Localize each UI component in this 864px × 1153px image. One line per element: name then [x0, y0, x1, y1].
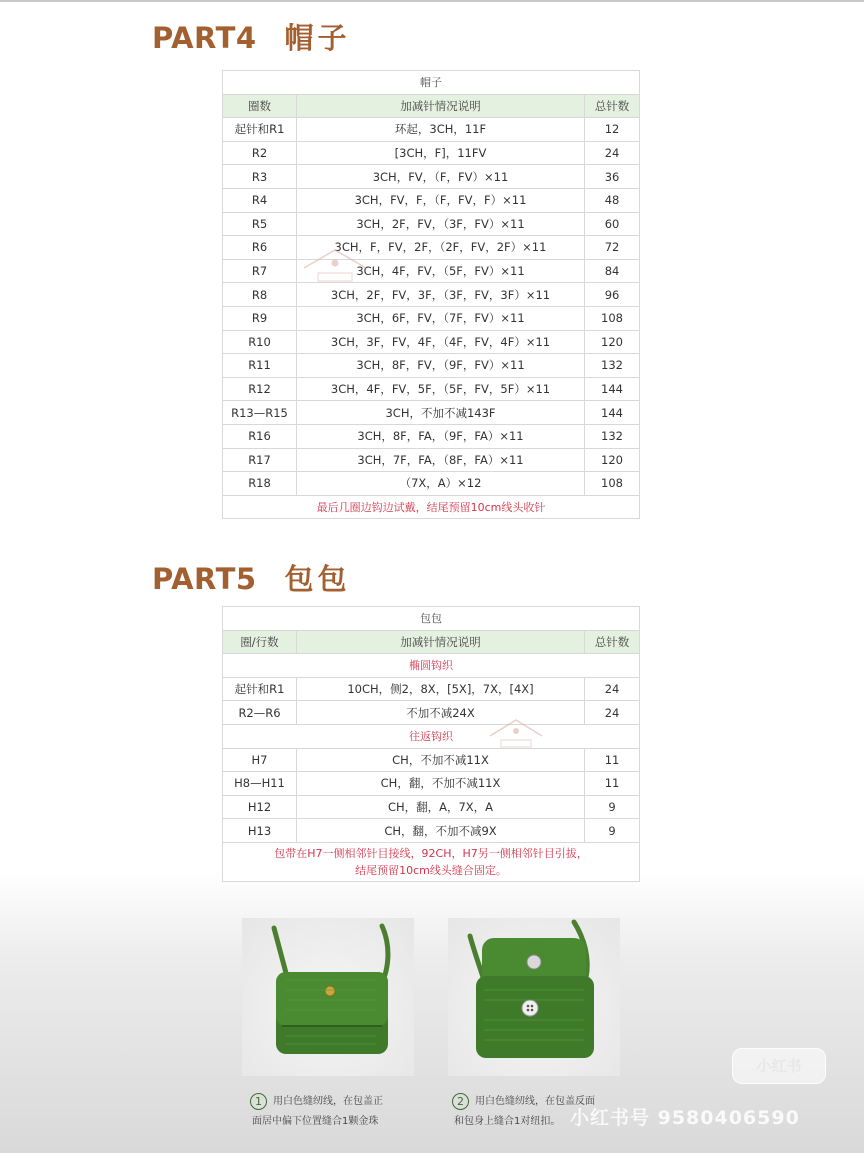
total-cell: 11 [585, 748, 640, 772]
total-cell: 96 [585, 283, 640, 307]
total-cell: 120 [585, 330, 640, 354]
total-cell: 120 [585, 448, 640, 472]
app-watermark-logo: 小红书 [732, 1048, 826, 1084]
part5-label: PART5 [152, 562, 257, 596]
instruction-cell: 3CH，4F，FV，（5F，FV）×11 [297, 259, 585, 283]
total-cell: 132 [585, 354, 640, 378]
instruction-cell: 3CH，6F，FV，（7F，FV）×11 [297, 306, 585, 330]
instruction-cell: 3CH，2F，FV，（3F，FV）×11 [297, 212, 585, 236]
round-cell: R10 [223, 330, 297, 354]
round-cell: R2—R6 [223, 701, 297, 725]
total-cell: 24 [585, 141, 640, 165]
total-cell: 12 [585, 118, 640, 142]
round-cell: R11 [223, 354, 297, 378]
instruction-cell: 3CH，3F，FV，4F，（4F，FV，4F）×11 [297, 330, 585, 354]
total-cell: 108 [585, 306, 640, 330]
bag-note-line2: 结尾预留10cm线头缝合固定。 [355, 863, 507, 877]
top-divider [0, 0, 864, 2]
table-caption: 帽子 [223, 71, 640, 95]
round-cell: R6 [223, 236, 297, 260]
total-cell: 144 [585, 401, 640, 425]
header-round: 圈数 [223, 94, 297, 118]
step2-line1: 用白色缝纫线，在包盖反面 [475, 1096, 595, 1107]
bag-pattern-table [222, 606, 640, 882]
table-row [223, 701, 640, 725]
table-row [223, 236, 640, 260]
header-instructions: 加减针情况说明 [297, 94, 585, 118]
instruction-cell: 3CH，7F，FA，（8F，FA）×11 [297, 448, 585, 472]
table-row [223, 354, 640, 378]
app-watermark-id: 小红书号 9580406590 [570, 1107, 800, 1129]
table-row [223, 401, 640, 425]
bag-open-photo [448, 918, 620, 1076]
instruction-cell: [3CH，F]，11FV [297, 141, 585, 165]
section-oval: 椭圆钩织 [223, 654, 640, 678]
round-cell: 起针和R1 [223, 118, 297, 142]
instruction-cell: CH，翻，不加不减9X [297, 819, 585, 843]
table-row [223, 819, 640, 843]
part4-heading [152, 16, 351, 57]
table-caption: 包包 [223, 607, 640, 631]
table-row [223, 212, 640, 236]
instruction-cell: 3CH，8F，FA，（9F，FA）×11 [297, 424, 585, 448]
total-cell: 24 [585, 701, 640, 725]
round-cell: R2 [223, 141, 297, 165]
instruction-cell: 3CH，FV，（F，FV）×11 [297, 165, 585, 189]
bag-table-body-1 [223, 677, 640, 724]
round-cell: 起针和R1 [223, 677, 297, 701]
total-cell: 60 [585, 212, 640, 236]
table-row [223, 165, 640, 189]
instruction-cell: （7X，A）×12 [297, 472, 585, 496]
instruction-cell: 环起，3CH，11F [297, 118, 585, 142]
step2-line2: 和包身上缝合1对纽扣。 [454, 1116, 561, 1127]
table-row [223, 472, 640, 496]
round-cell: R17 [223, 448, 297, 472]
total-cell: 24 [585, 677, 640, 701]
total-cell: 48 [585, 188, 640, 212]
header-total-stitches: 总针数 [585, 630, 640, 654]
table-row [223, 330, 640, 354]
step1-caption [250, 1092, 383, 1132]
round-cell: R8 [223, 283, 297, 307]
round-cell: H12 [223, 795, 297, 819]
header-total-stitches: 总针数 [585, 94, 640, 118]
part4-label: PART4 [152, 21, 257, 55]
round-cell: R12 [223, 377, 297, 401]
round-cell: R18 [223, 472, 297, 496]
round-cell: R4 [223, 188, 297, 212]
step1-line2: 面居中偏下位置缝合1颗金珠 [252, 1116, 379, 1127]
total-cell: 132 [585, 424, 640, 448]
table-row [223, 448, 640, 472]
part5-title: 包包 [284, 562, 351, 596]
table-row [223, 306, 640, 330]
table-row [223, 748, 640, 772]
header-instructions: 加减针情况说明 [297, 630, 585, 654]
instruction-cell: 10CH，侧2，8X，[5X]，7X，[4X] [297, 677, 585, 701]
step1-number: 1 [250, 1093, 267, 1110]
table-row [223, 795, 640, 819]
round-cell: H7 [223, 748, 297, 772]
part5-heading [152, 557, 351, 598]
step2-number: 2 [452, 1093, 469, 1110]
hat-pattern-table [222, 70, 640, 519]
hat-table-body [223, 118, 640, 496]
total-cell: 36 [585, 165, 640, 189]
round-cell: R7 [223, 259, 297, 283]
table-row [223, 141, 640, 165]
bag-front-photo [242, 918, 414, 1076]
round-cell: R5 [223, 212, 297, 236]
table-row [223, 677, 640, 701]
total-cell: 11 [585, 772, 640, 796]
total-cell: 72 [585, 236, 640, 260]
instruction-cell: 3CH，8F，FV，（9F，FV）×11 [297, 354, 585, 378]
round-cell: H8—H11 [223, 772, 297, 796]
round-cell: R13—R15 [223, 401, 297, 425]
instruction-cell: 3CH，2F，FV，3F，（3F，FV，3F）×11 [297, 283, 585, 307]
hat-note: 最后几圈边钩边试戴，结尾预留10cm线头收针 [223, 495, 640, 519]
house-watermark-icon [300, 246, 370, 290]
bag-note [223, 842, 640, 881]
instruction-cell: CH，翻，A，7X，A [297, 795, 585, 819]
table-row [223, 188, 640, 212]
instruction-cell: 3CH，FV，F，（F，FV，F）×11 [297, 188, 585, 212]
header-round: 圈/行数 [223, 630, 297, 654]
section-back-forth: 往返钩织 [223, 724, 640, 748]
instruction-cell: 3CH，F，FV，2F，（2F，FV，2F）×11 [297, 236, 585, 260]
step1-line1: 用白色缝纫线，在包盖正 [273, 1096, 383, 1107]
table-row [223, 424, 640, 448]
table-row [223, 283, 640, 307]
total-cell: 84 [585, 259, 640, 283]
total-cell: 108 [585, 472, 640, 496]
part4-title: 帽子 [284, 21, 351, 55]
instruction-cell: CH，翻，不加不减11X [297, 772, 585, 796]
round-cell: R9 [223, 306, 297, 330]
bag-table-body-2 [223, 748, 640, 842]
instruction-cell: CH，不加不减11X [297, 748, 585, 772]
table-row [223, 772, 640, 796]
total-cell: 144 [585, 377, 640, 401]
bag-note-line1: 包带在H7一侧相邻针目接线，92CH，H7另一侧相邻针目引拔， [274, 846, 588, 860]
round-cell: R16 [223, 424, 297, 448]
instruction-cell: 3CH，不加不减143F [297, 401, 585, 425]
total-cell: 9 [585, 819, 640, 843]
round-cell: H13 [223, 819, 297, 843]
table-row [223, 377, 640, 401]
total-cell: 9 [585, 795, 640, 819]
round-cell: R3 [223, 165, 297, 189]
instruction-cell: 3CH，4F，FV，5F，（5F，FV，5F）×11 [297, 377, 585, 401]
table-row [223, 259, 640, 283]
table-row [223, 118, 640, 142]
house-watermark-icon [486, 716, 546, 756]
instruction-cell: 不加不减24X [297, 701, 585, 725]
